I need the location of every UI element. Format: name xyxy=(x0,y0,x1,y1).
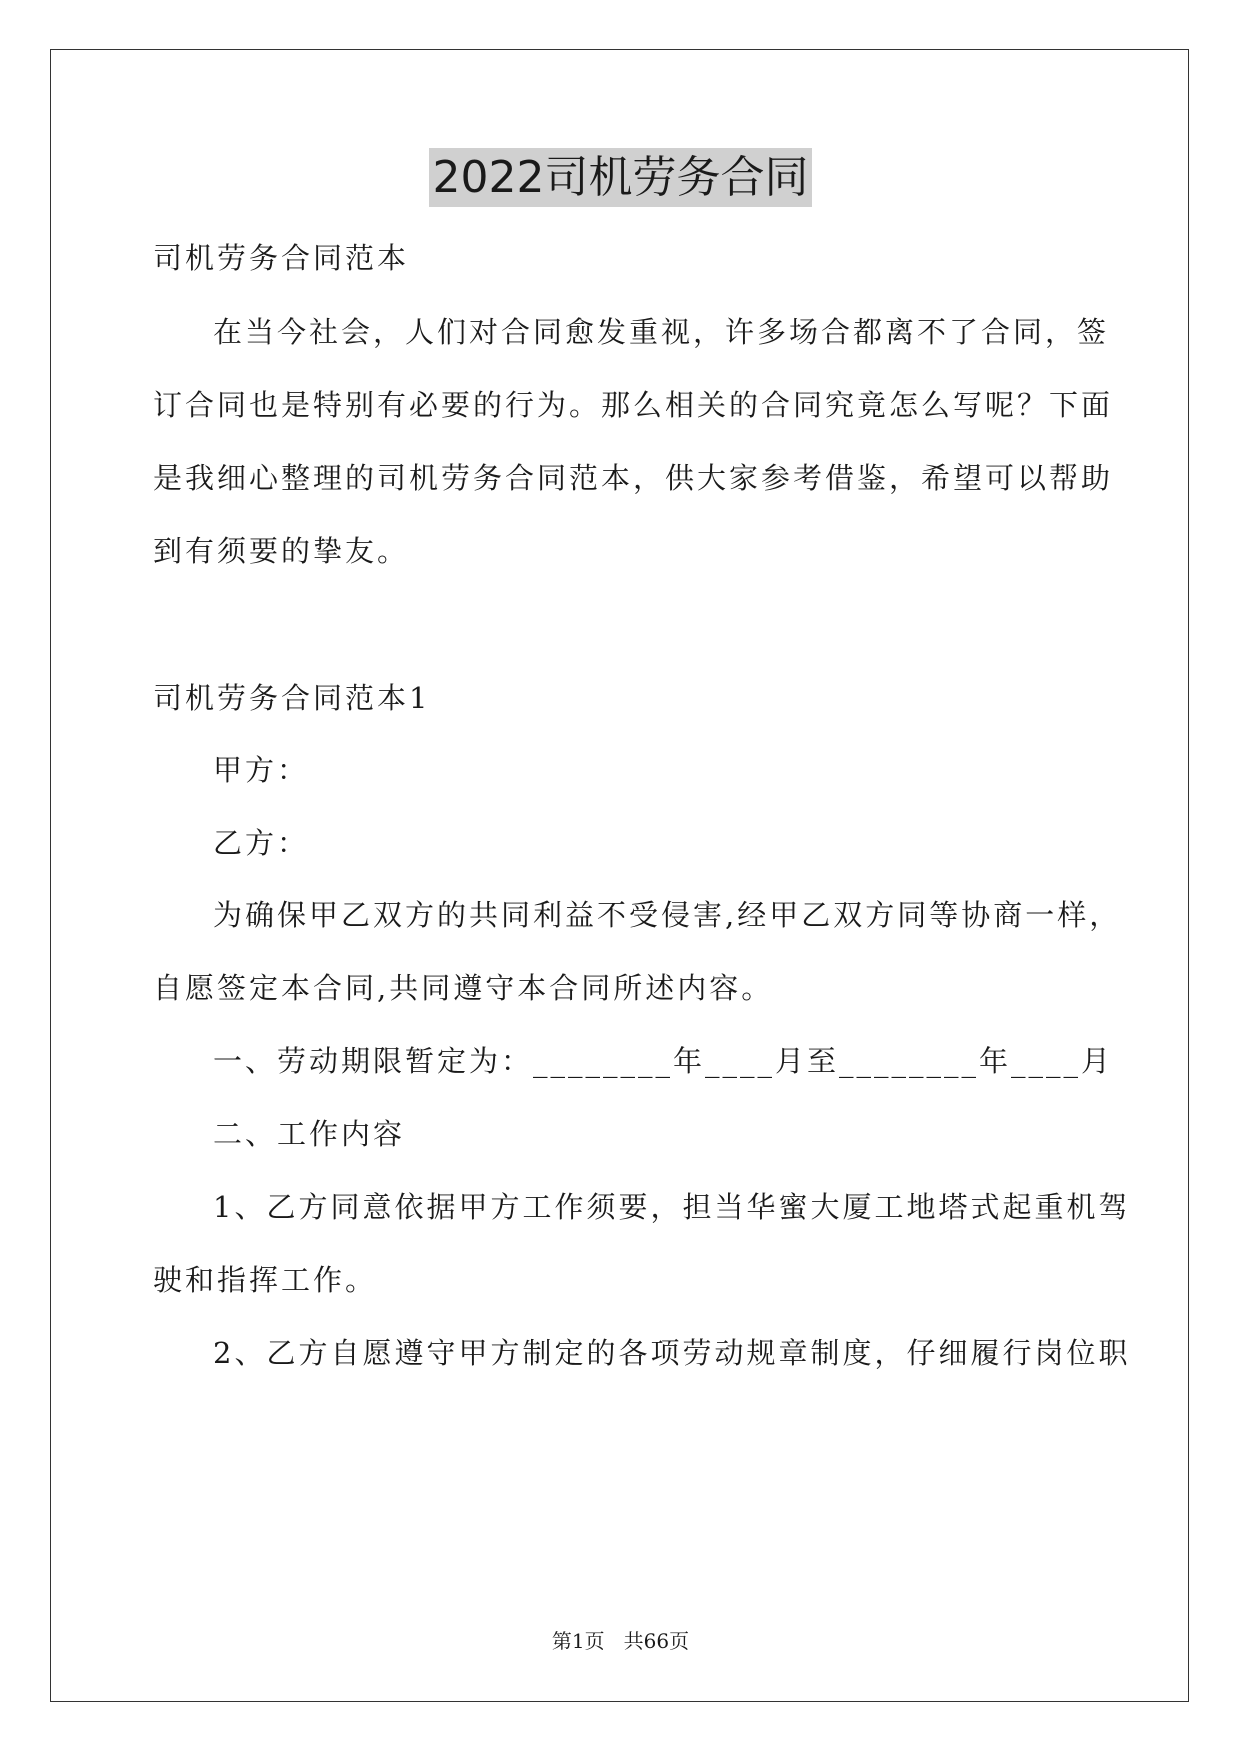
clause-heading: 二、工作内容 xyxy=(213,1117,406,1151)
party-b-line: 乙方： xyxy=(213,826,310,860)
term-line: 一、劳动期限暂定为：________年____月至________年____月 xyxy=(213,1044,1114,1078)
paragraph-line: 到有须要的挚友。 xyxy=(153,534,410,568)
paragraph-line: 驶和指挥工作。 xyxy=(153,1263,378,1297)
paragraph-line: 在当今社会，人们对合同愈发重视，许多场合都离不了合同，签 xyxy=(213,315,1110,349)
paragraph-line: 自愿签定本合同,共同遵守本合同所述内容。 xyxy=(153,971,774,1005)
paragraph-line: 是我细心整理的司机劳务合同范本，供大家参考借鉴，希望可以帮助 xyxy=(153,461,1114,495)
paragraph-line: 1、乙方同意依据甲方工作须要，担当华蜜大厦工地塔式起重机驾 xyxy=(213,1190,1131,1224)
page-footer: 第1页 共66页 xyxy=(551,1629,690,1653)
section-heading: 司机劳务合同范本1 xyxy=(153,681,431,715)
section-heading: 司机劳务合同范本 xyxy=(153,241,410,275)
paragraph-line: 订合同也是特别有必要的行为。那么相关的合同究竟怎么写呢？下面 xyxy=(153,388,1114,422)
page-border xyxy=(50,49,1189,1702)
paragraph-line: 为确保甲乙双方的共同利益不受侵害,经甲乙双方同等协商一样， xyxy=(213,898,1122,932)
paragraph-line: 2、乙方自愿遵守甲方制定的各项劳动规章制度，仔细履行岗位职 xyxy=(213,1336,1131,1370)
party-a-line: 甲方： xyxy=(213,753,310,787)
document-title: 2022司机劳务合同 xyxy=(0,152,1241,205)
